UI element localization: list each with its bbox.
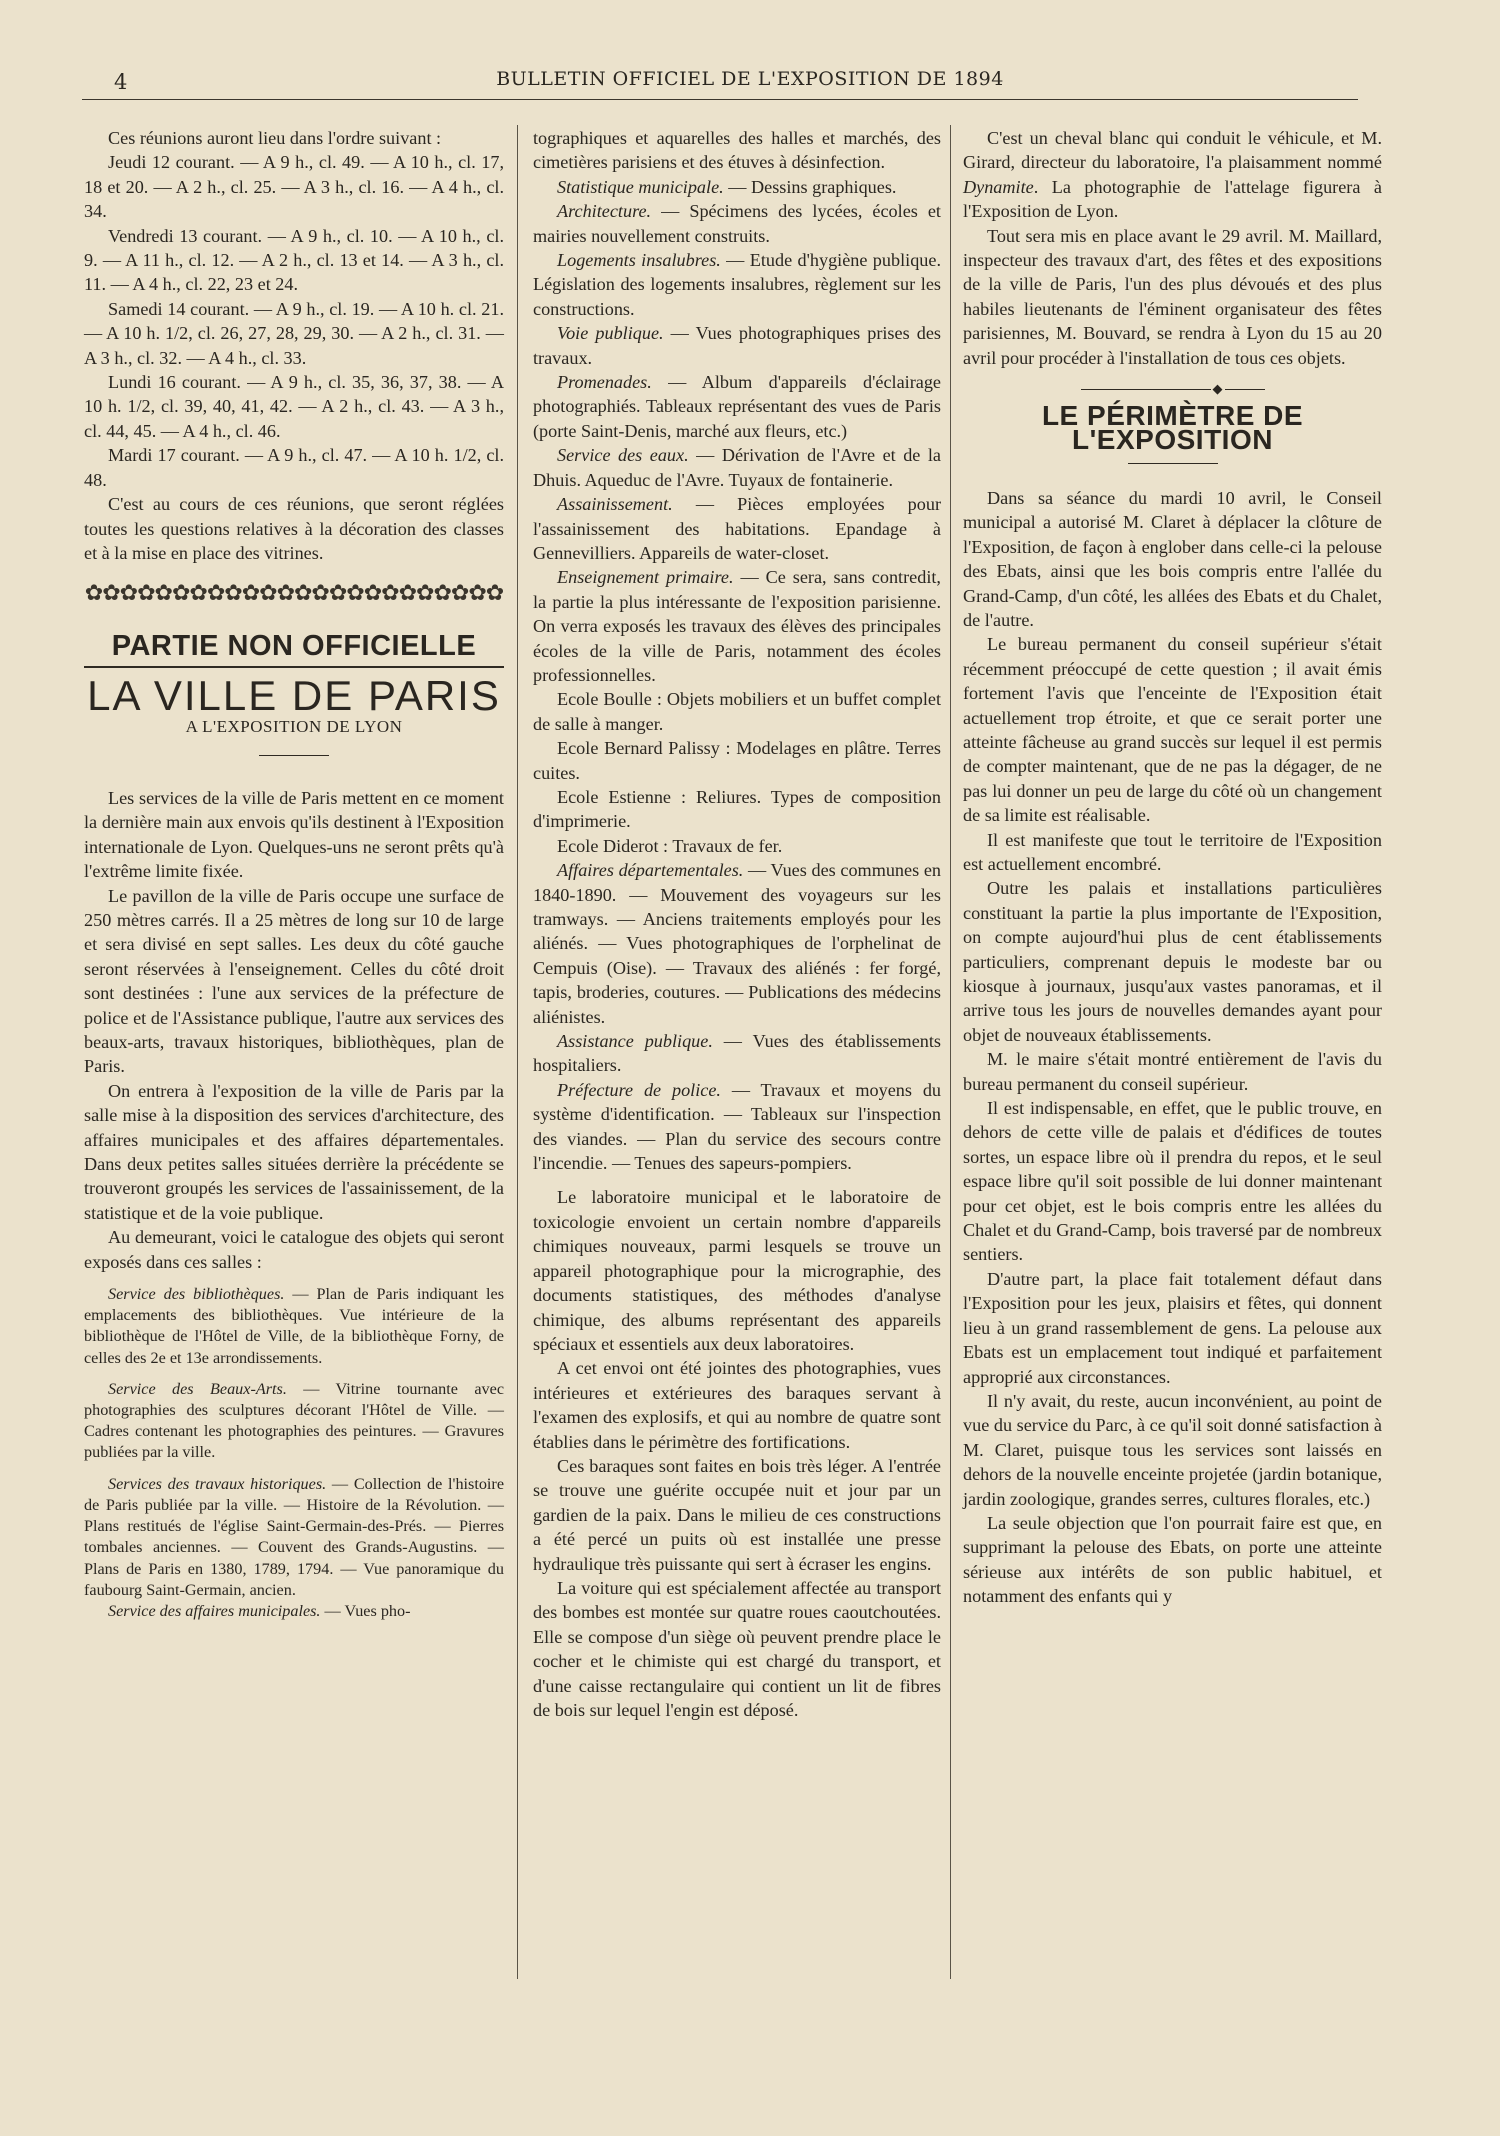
paragraph: C'est un cheval blanc qui conduit le véhicule, et M. Girard, directeur du laboratoire, l'a plaisamment nommé Dynamite. La photographie de l'attelage figurera à l'Exposition de Lyon. (963, 128, 1382, 222)
page-number: 4 (114, 70, 128, 94)
paragraph: Le laboratoire municipal et le laboratoire de toxicologie envoient un certain nombre d'appareils chimiques nouveaux, parmi lesquels se trouve un appareil photographique pour la micrographie, des documents statistiques, des méthodes d'analyse chimique, des albums représentant des appareils spéciaux et essentiels aux deux laboratoires. (533, 1187, 941, 1354)
paragraph: Ecole Bernard Palissy : Modelages en plâtre. Terres cuites. (533, 738, 941, 783)
paragraph: Le bureau permanent du conseil supérieur s'était récemment préoccupé de cette question ; il avait émis fortement l'avis que l'enceinte de l'Exposition était actuellement trop étroite, et que ce serait porter une atteinte fâcheuse au grand succès sur lequel il est permis de compter maintenant, que de ne pas la dégager, de ne pas lui donner un peu de large du côté où un changement de sa limite est réalisable. (963, 634, 1382, 826)
decorative-ornament-border: ✿✿✿✿✿✿✿✿✿✿✿✿✿✿✿✿✿✿✿✿✿✿✿✿ (84, 581, 504, 606)
paragraph: Ces baraques sont faites en bois très léger. A l'entrée se trouve une guérite occupée nuit et jour par un gardien de la paix. Dans le milieu de ces constructions a été percé un puits où est installée une presse hydraulique très puissante qui sert à écraser les engins. (533, 1455, 941, 1574)
paragraph: Samedi 14 courant. — A 9 h., cl. 19. — A 10 h. cl. 21. — A 10 h. 1/2, cl. 26, 27, 28, 29, 30. — A 2 h., cl. 31. — A 3 h., cl. 32. — A 4 h., cl. 33. (84, 298, 504, 368)
paragraph: Il est indispensable, en effet, que le public trouve, en dehors de cette ville de palais et d'édifices de toutes sortes, un espace libre où il prendra du repos, et le seul espace libre qu'il soit possible de lui donner maintenant pour cet objet, est le bois compris entre les allées du Chalet et du Grand-Camp, bois traversé par de nombreux sentiers. (963, 1098, 1382, 1265)
paragraph: Il n'y avait, du reste, aucun inconvénient, au point de vue du service du Parc, à ce qu'il soit donné satisfaction à M. Claret, puisque tous les services sont laissés en dehors de la nouvelle enceinte projetée (jardin botanique, jardin zoologique, grandes serres, cultures florales, etc.) (963, 1390, 1382, 1509)
paragraph: D'autre part, la place fait totalement défaut dans l'Exposition pour les jeux, plaisirs et fêtes, qui donnent lieu à un grand rassemblement de gens. La pelouse aux Ebats est un emplacement tout indiqué et parfaitement approprié aux circonstances. (963, 1268, 1382, 1387)
paragraph: Dans sa séance du mardi 10 avril, le Conseil municipal a autorisé M. Claret à déplacer la clôture de l'Exposition, de façon à englober dans celle-ci la pelouse des Ebats, ainsi que les bois compris entre l'allée du Grand-Camp, d'un côté, les allées des Ebats et du Chalet, de l'autre. (963, 487, 1382, 630)
catalogue-entry: Promenades. — Album d'appareils d'éclairage photographiés. Tableaux représentant des vues de Paris (porte Saint-Denis, marché aux fleurs, etc.) (533, 372, 941, 441)
catalogue-entry: Préfecture de police. — Travaux et moyens du système d'identification. — Tableaux sur l'inspection des viandes. — Plan du service des secours contre l'incendie. — Tenues des sapeurs-pompiers. (533, 1079, 942, 1174)
catalogue-entry: Assainissement. — Pièces employées pour l'assainissement des habitations. Epandage à Gennevilliers. Appareils de water-closet. (533, 494, 941, 563)
column-divider (517, 125, 518, 1979)
catalogue-entry: Logements insalubres. — Etude d'hygiène publique. Législation des logements insalubres, règlement sur les constructions. (533, 250, 942, 319)
paragraph: Vendredi 13 courant. — A 9 h., cl. 10. — A 10 h., cl. 9. — A 11 h., cl. 12. — A 2 h., cl. 13 et 14. — A 3 h., cl. 11. — A 4 h., cl. 22, 23 et 24. (84, 225, 504, 295)
paragraph: tographiques et aquarelles des halles et marchés, des cimetières parisiens et des étuves à désinfection. (533, 128, 941, 173)
paragraph: La seule objection que l'on pourrait faire est que, en supprimant la pelouse des Ebats, on porte une atteinte sérieuse aux intérêts de son public habituel, et notamment des enfants qui y (963, 1512, 1382, 1607)
catalogue-entry: Service des affaires municipales. — Vues pho- (108, 1601, 411, 1620)
column-2 (533, 126, 941, 1722)
catalogue-entry: Architecture. — Spécimens des lycées, écoles et mairies nouvellement construits. (533, 201, 941, 246)
paragraph: On entrera à l'exposition de la ville de Paris par la salle mise à la disposition des services d'architecture, des affaires municipales et des affaires départementales. Dans deux petites salles situées derrière la précédente se trouveront groupés les services de l'assainissement, de la statistique et de la voie publique. (84, 1080, 504, 1223)
paragraph: Les services de la ville de Paris mettent en ce moment la dernière main aux envois qu'ils destinent à l'Exposition internationale de Lyon. Quelques-uns ne seront prêts qu'à l'extrême limite fixée. (84, 787, 504, 882)
section-separator (963, 381, 1382, 397)
section-heading: PARTIE NON OFFICIELLE (111, 629, 477, 662)
catalogue-entry: Enseignement primaire. — Ce sera, sans contredit, la partie la plus intéressante de l'exposition parisienne. On verra exposés les travaux des élèves des principales écoles de la ville de Paris, notamment des écoles professionnelles. (533, 567, 941, 685)
catalogue-entry: Service des bibliothèques. — Plan de Paris indiquant les emplacements des bibliothèques. Vue intérieure de la bibliothèque de l'Hôtel de Ville, de la bibliothèque Forny, de celles des 2e et 13e arrondissements. (84, 1285, 504, 1367)
catalogue-entry: Services des travaux historiques. — Collection de l'histoire de Paris publiée par la ville. — Histoire de la Révolution. — Plans restitués de l'église Saint-Germain-des-Prés. — Pierres tombales anciennes. — Couvent des Grands-Augustins. — Plans de Paris en 1380, 1789, 1794. — Vue panoramique du faubourg Saint-Germain, ancien. (84, 1474, 504, 1599)
paragraph: Lundi 16 courant. — A 9 h., cl. 35, 36, 37, 38. — A 10 h. 1/2, cl. 39, 40, 41, 42. — A 2 h., cl. 43. — A 3 h., cl. 44, 45. — A 4 h., cl. 46. (84, 372, 504, 441)
catalogue-entry: Service des eaux. — Dérivation de l'Avre et de la Dhuis. Aqueduc de l'Avre. Tuyaux de fontainerie. (533, 445, 942, 490)
running-header: BULLETIN OFFICIEL DE L'EXPOSITION DE 1894 (496, 68, 1004, 90)
paragraph: Tout sera mis en place avant le 29 avril. M. Maillard, inspecteur des travaux d'art, des fêtes et des expositions de la ville de Paris, l'un des plus dévoués et des plus habiles lieutenants de l'éminent organisateur des fêtes parisiennes, M. Bouvard, se rendra à Lyon du 15 au 20 avril pour procéder à l'installation de tous ces objets. (963, 225, 1382, 368)
paragraph: Ces réunions auront lieu dans l'ordre suivant : (108, 128, 442, 148)
paragraph: A cet envoi ont été jointes des photographies, vues intérieures et extérieures des baraques servant à l'examen des explosifs, et qui au nombre de quatre sont établies dans le périmètre des fortifications. (533, 1358, 941, 1452)
column-1 (84, 126, 504, 1622)
heading-rule (1128, 463, 1218, 464)
diamond-icon: ◆ (1212, 381, 1223, 397)
column-divider (950, 125, 951, 1979)
article-title: LA VILLE DE PARIS (87, 672, 501, 720)
catalogue-entry: Assistance publique. — Vues des établissements hospitaliers. (533, 1031, 941, 1076)
paragraph: Il est manifeste que tout le territoire de l'Exposition est actuellement encombré. (963, 829, 1382, 874)
title-rule (259, 755, 329, 756)
catalogue-entry: Statistique municipale. — Dessins graphiques. (557, 176, 897, 197)
paragraph: M. le maire s'était montré entièrement de l'avis du bureau permanent du conseil supérieur. (963, 1049, 1382, 1094)
paragraph: Au demeurant, voici le catalogue des objets qui seront exposés dans ces salles : (84, 1227, 504, 1272)
paragraph: C'est au cours de ces réunions, que seront réglées toutes les questions relatives à la décoration des classes et à la mise en place des vitrines. (84, 494, 504, 563)
paragraph: La voiture qui est spécialement affectée au transport des bombes est montée sur quatre roues caoutchoutées. Elle se compose d'un siège où peuvent prendre place le cocher et le chimiste qui est chargé du transport, et d'une caisse rectangulaire qui contient un lit de fibres de bois sur lequel l'engin est déposé. (533, 1577, 941, 1720)
header-rule (82, 99, 1358, 100)
paragraph: Le pavillon de la ville de Paris occupe une surface de 250 mètres carrés. Il a 25 mètres de long sur 10 de large et sera divisé en sept salles. Les deux du côté gauche seront réservées à l'enseignement. Celles du côté droit sont destinées : l'une aux services de la préfecture de police et de l'Assistance publique, l'autre aux services des beaux-arts, travaux historiques, bibliothèques, plan de Paris. (84, 885, 504, 1077)
article-subtitle: A L'EXPOSITION DE LYON (185, 716, 403, 736)
paragraph: Jeudi 12 courant. — A 9 h., cl. 49. — A 10 h., cl. 17, 18 et 20. — A 2 h., cl. 25. — A 3 h., cl. 16. — A 4 h., cl. 34. (84, 152, 504, 222)
catalogue-entry: Affaires départementales. — Vues des communes en 1840-1890. — Mouvement des voyageurs sur les tramways. — Anciens traitements employés pour les aliénés. — Vues photographiques de l'orphelinat de Cempuis (Oise). — Travaux des aliénés : fer forgé, tapis, broderies, coutures. — Publications des médecins aliénistes. (533, 860, 942, 1027)
catalogue-entry: Service des Beaux-Arts. — Vitrine tournante avec photographies des sculptures décorant l'Hôtel de Ville. — Cadres contenant les photographies des peintures. — Gravures publiées par la ville. (84, 1379, 504, 1462)
paragraph: Outre les palais et installations particulières constituant la partie la plus importante de l'Exposition, on compte aujourd'hui plus de cent établissements particuliers, comprenant depuis le modeste bar ou kiosque à journaux, jusqu'aux vastes panoramas, et il arrive tous les jours de nouvelles demandes ayant pour objet de nouveaux établissements. (963, 878, 1382, 1045)
column-3 (963, 126, 1382, 1609)
section-heading: LE PÉRIMÈTRE DE L'EXPOSITION (1041, 400, 1304, 456)
catalogue-entry: Voie publique. — Vues photographiques prises des travaux. (533, 323, 941, 368)
heading-rule (84, 666, 504, 668)
paragraph: Mardi 17 courant. — A 9 h., cl. 47. — A 10 h. 1/2, cl. 48. (84, 445, 504, 490)
paragraph: Ecole Estienne : Reliures. Types de composition d'imprimerie. (533, 786, 941, 832)
paragraph: Ecole Diderot : Travaux de fer. (557, 835, 783, 856)
paragraph: Ecole Boulle : Objets mobiliers et un buffet complet de salle à manger. (533, 689, 941, 734)
